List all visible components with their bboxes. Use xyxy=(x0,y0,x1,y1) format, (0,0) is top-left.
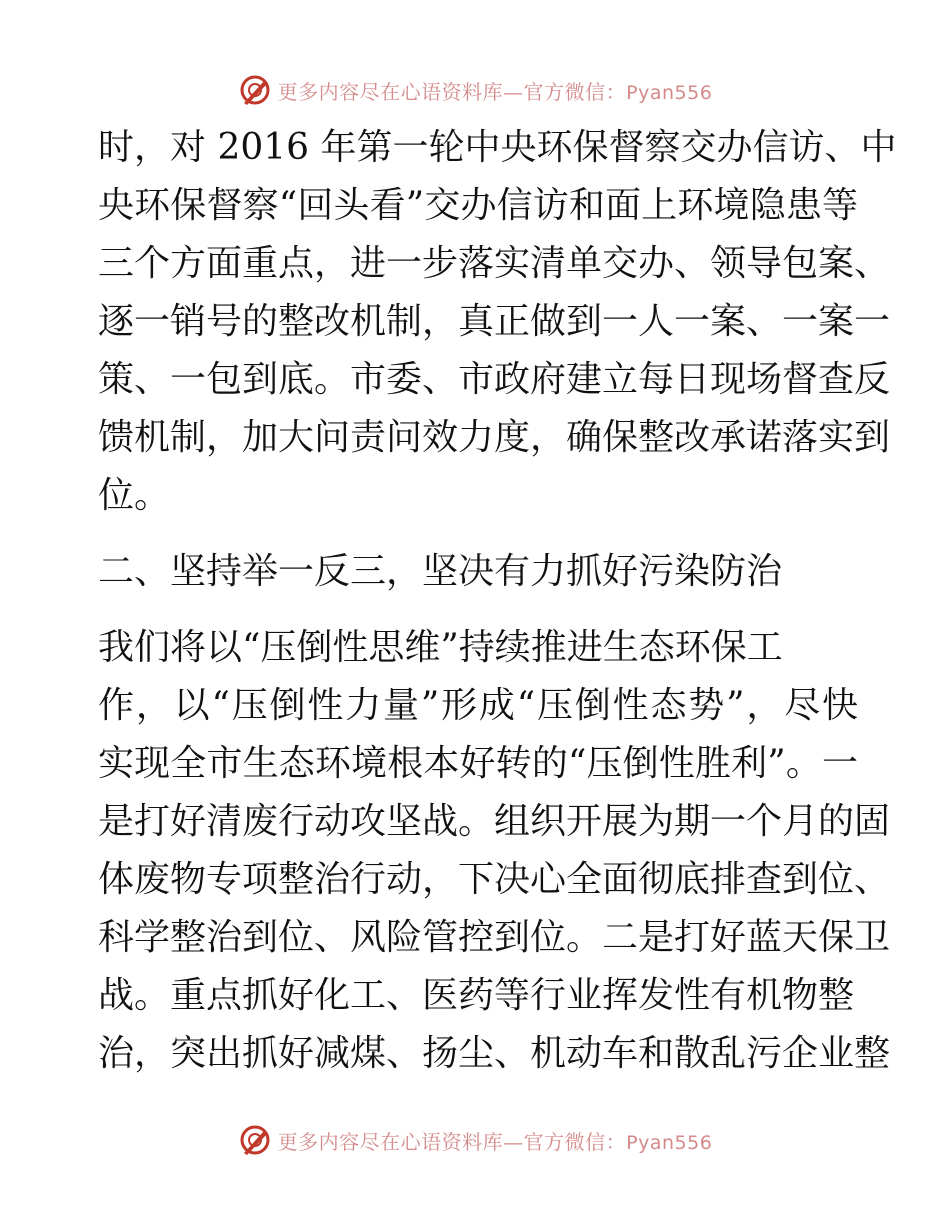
pen-logo-icon xyxy=(238,1123,272,1157)
paragraph-line: 策、一包到底。市委、市政府建立每日现场督查反 xyxy=(98,359,891,400)
paragraph-line: 我们将以“压倒性思维”持续推进生态环保工 xyxy=(98,627,783,668)
paragraph-line: 是打好清废行动攻坚战。组织开展为期一个月的固 xyxy=(98,801,891,842)
paragraph-line: 战。重点抓好化工、医药等行业挥发性有机物整 xyxy=(98,975,855,1016)
watermark-text: 更多内容尽在心语资料库—官方微信：Pyan556 xyxy=(277,79,713,104)
paragraph-line: 科学整治到位、风险管控到位。二是打好蓝天保卫 xyxy=(98,917,891,958)
section-heading: 二、坚持举一反三，坚决有力抓好污染防治 xyxy=(98,551,783,592)
paragraph-line: 逐一销号的整改机制，真正做到一人一案、一案一 xyxy=(98,301,891,342)
pen-logo-icon xyxy=(238,73,272,107)
paragraph-line: 体废物专项整治行动，下决心全面彻底排查到位、 xyxy=(98,859,891,900)
watermark-text: 更多内容尽在心语资料库—官方微信：Pyan556 xyxy=(277,1129,713,1154)
footer-watermark xyxy=(0,1120,950,1160)
paragraph-line: 三个方面重点，进一步落实清单交办、领导包案、 xyxy=(98,243,891,284)
paragraph-line: 实现全市生态环境根本好转的“压倒性胜利”。一 xyxy=(98,743,858,784)
header-watermark xyxy=(0,70,950,110)
paragraph-line: 位。 xyxy=(98,475,171,516)
paragraph-line: 馈机制，加大问责问效力度，确保整改承诺落实到 xyxy=(98,417,891,458)
paragraph-line: 时，对 2016 年第一轮中央环保督察交办信访、中 xyxy=(98,127,897,168)
paragraph-line: 作，以“压倒性力量”形成“压倒性态势”，尽快 xyxy=(98,685,858,726)
paragraph-line: 治，突出抓好减煤、扬尘、机动车和散乱污企业整 xyxy=(98,1033,891,1074)
paragraph-line: 央环保督察“回头看”交办信访和面上环境隐患等 xyxy=(98,185,858,226)
